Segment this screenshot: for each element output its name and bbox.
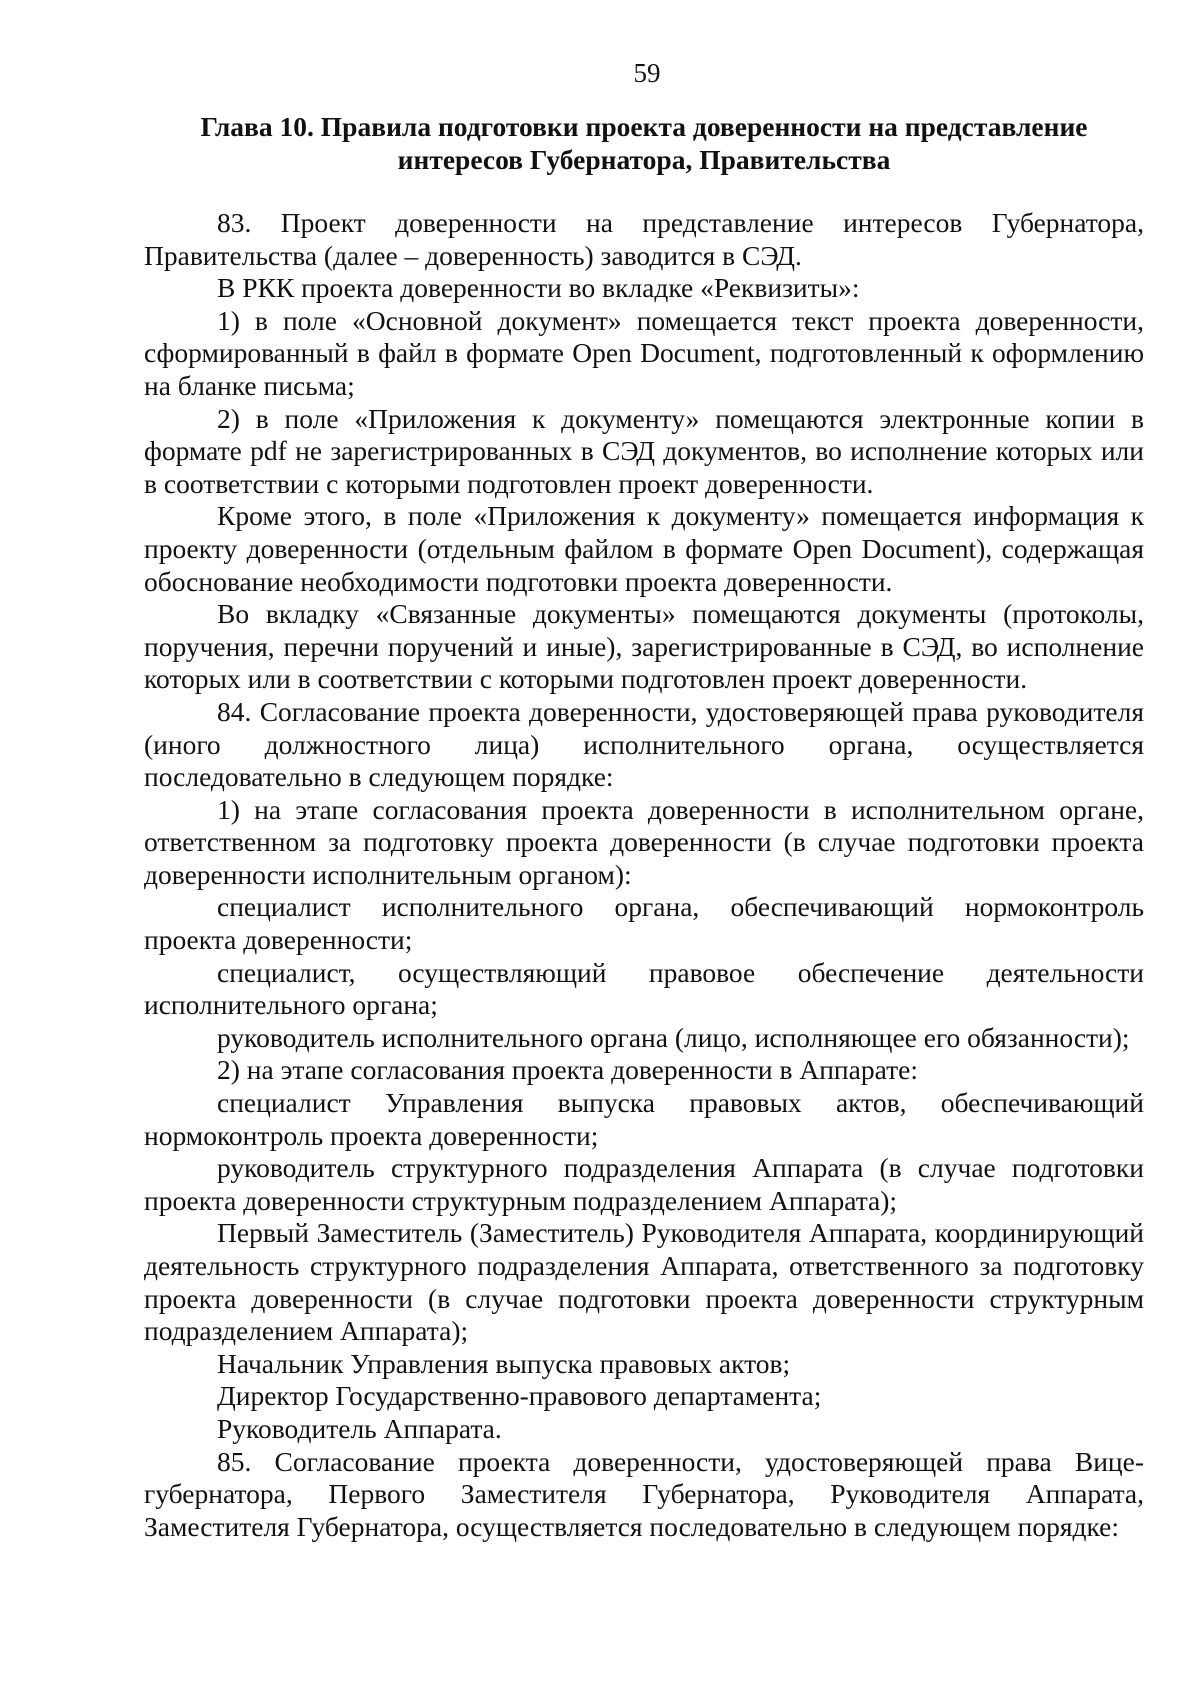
paragraph-item-1-main-document: 1) в поле «Основной документ» помещается текст проекта доверенности, сформированный в файл в формате Open Document, подготовленный к оформлению на бланке письма; xyxy=(144,304,1144,401)
paragraph-85: 85. Согласование проекта доверенности, удостоверяющей права Вице-губернатора, Первого Заместителя Губернатора, Руководителя Аппарата, Заместителя Губернатора, осуществляется последовательно в следующем порядке: xyxy=(144,1445,1144,1542)
paragraph-84-stage-2-item-c: Первый Заместитель (Заместитель) Руководителя Аппарата, координирующий деятельность структурного подразделения Аппарата, ответственного за подготовку проекта доверенности (в случае подготовки проекта доверенности структурным подразделением Аппарата); xyxy=(144,1217,1144,1347)
paragraph-84-stage-1: 1) на этапе согласования проекта доверенности в исполнительном органе, ответственном за подготовку проекта доверенности (в случае подготовки проекта доверенности исполнительным органом): xyxy=(144,793,1144,890)
chapter-title-line-2: интересов Губернатора, Правительства xyxy=(397,144,891,175)
paragraph-84-stage-2-item-e: Директор Государственно-правового департамента; xyxy=(217,1380,822,1412)
chapter-title-line-1: Глава 10. Правила подготовки проекта доверенности на представление xyxy=(200,111,1088,142)
paragraph-additional-info: Кроме этого, в поле «Приложения к документу» помещается информация к проекту доверенности (отдельным файлом в формате Open Document), содержащая обоснование необходимости подготовки проекта доверенности. xyxy=(144,500,1144,597)
paragraph-84: 84. Согласование проекта доверенности, удостоверяющей права руководителя (иного должностного лица) исполнительного органа, осуществляется последовательно в следующем порядке: xyxy=(144,695,1144,793)
paragraph-rkk-requisites: В РКК проекта доверенности во вкладке «Реквизиты»: xyxy=(217,272,860,304)
body-text xyxy=(144,207,1144,1543)
paragraph-84-stage-2-item-b: руководитель структурного подразделения Аппарата (в случае подготовки проекта доверенности структурным подразделением Аппарата); xyxy=(144,1152,1144,1216)
paragraph-83: 83. Проект доверенности на представление интересов Губернатора, Правительства (далее – доверенность) заводится в СЭД. xyxy=(144,207,1144,271)
paragraph-84-stage-1-item-c: руководитель исполнительного органа (лицо, исполняющее его обязанности); xyxy=(217,1021,1130,1053)
paragraph-84-stage-2: 2) на этапе согласования проекта доверенности в Аппарате: xyxy=(217,1054,918,1086)
paragraph-84-stage-2-item-f: Руководитель Аппарата. xyxy=(217,1412,502,1444)
paragraph-84-stage-2-item-a: специалист Управления выпуска правовых актов, обеспечивающий нормоконтроль проекта доверенности; xyxy=(144,1087,1144,1151)
page-number: 59 xyxy=(633,58,661,88)
chapter-title xyxy=(144,110,1144,176)
paragraph-84-stage-1-item-a: специалист исполнительного органа, обеспечивающий нормоконтроль проекта доверенности; xyxy=(144,891,1144,956)
paragraph-84-stage-2-item-d: Начальник Управления выпуска правовых актов; xyxy=(217,1347,791,1379)
paragraph-84-stage-1-item-b: специалист, осуществляющий правовое обеспечение деятельности исполнительного органа; xyxy=(144,956,1144,1021)
paragraph-item-2-attachments: 2) в поле «Приложения к документу» помещаются электронные копии в формате pdf не зарегистрированных в СЭД документов, во исполнение которых или в соответствии с которыми подготовлен проект доверенности. xyxy=(144,402,1144,499)
paragraph-related-documents: Во вкладку «Связанные документы» помещаются документы (протоколы, поручения, перечни поручений и иные), зарегистрированные в СЭД, во исполнение которых или в соответствии с которыми подготовлен проект доверенности. xyxy=(144,598,1144,695)
